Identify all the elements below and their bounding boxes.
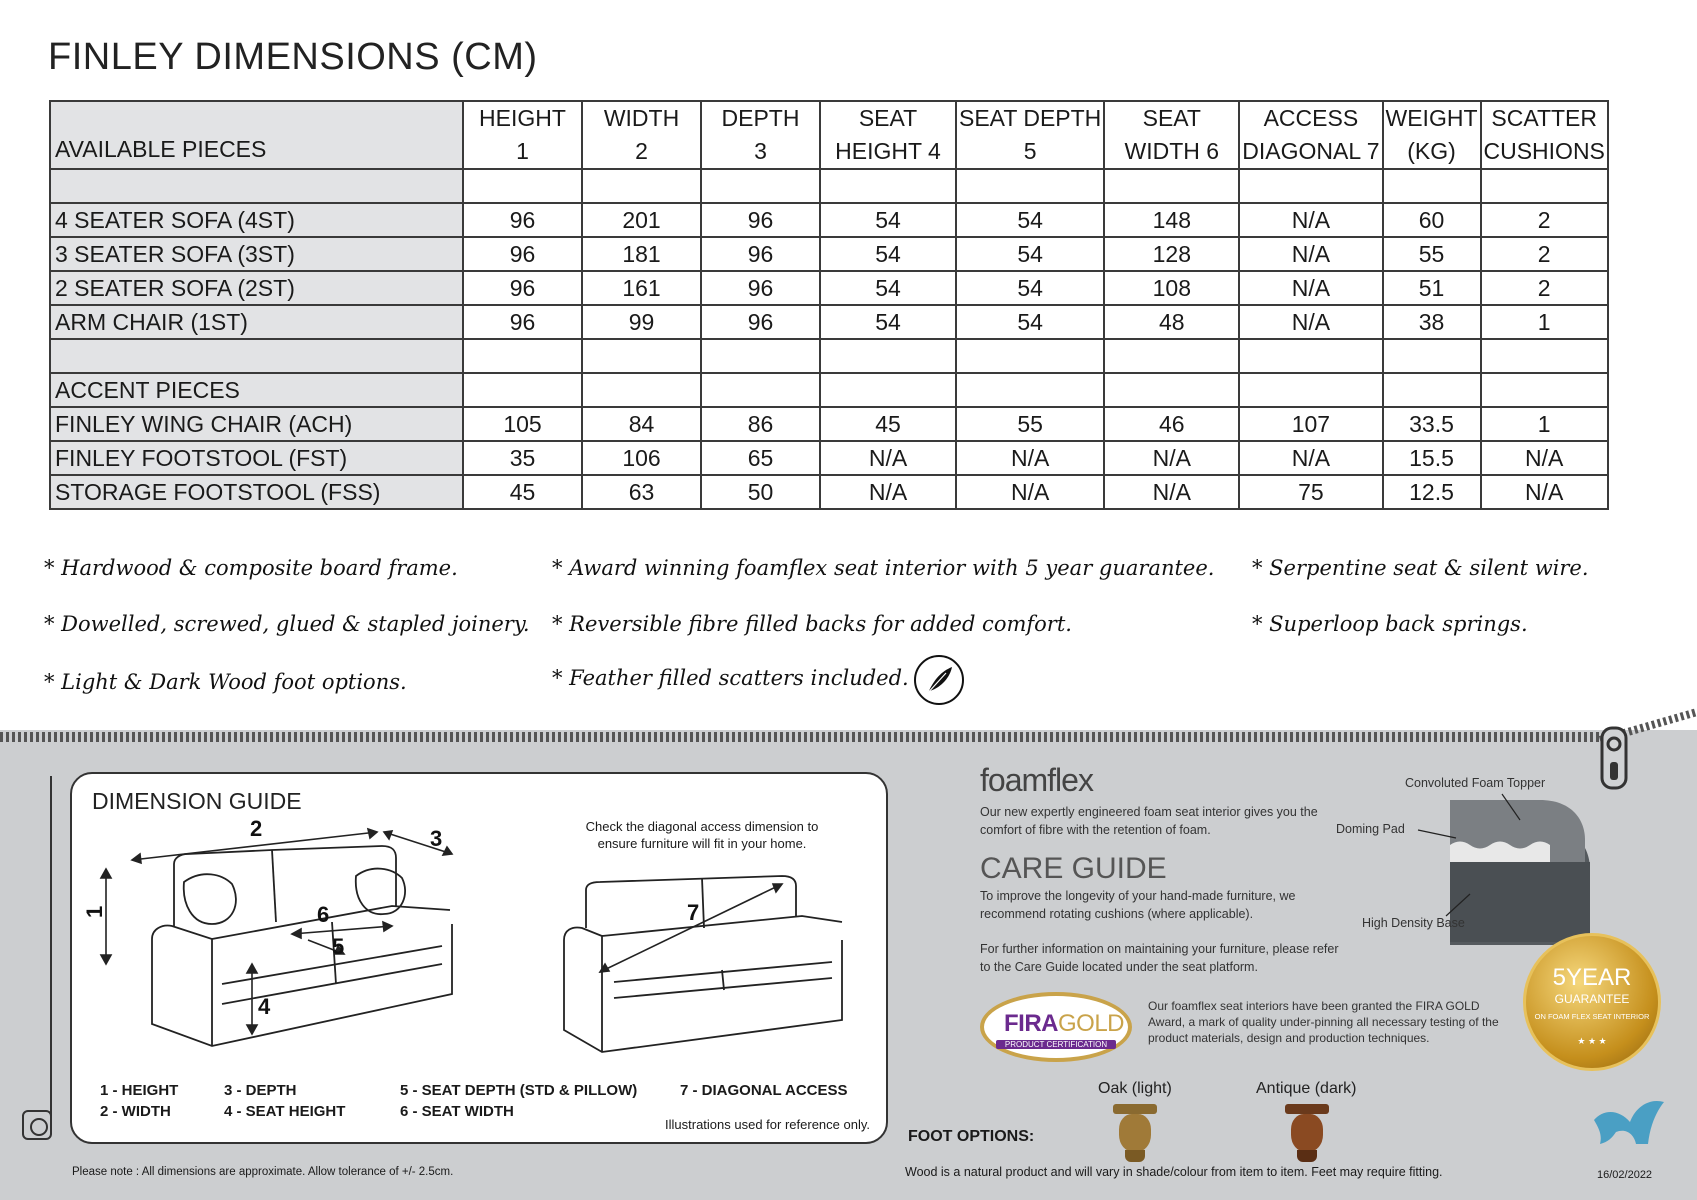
column-header-line1: WEIGHT (1385, 105, 1478, 131)
table-cell: N/A (820, 441, 956, 475)
table-cell: 96 (701, 203, 820, 237)
table-cell (1239, 339, 1382, 373)
note-feather-scatters: * Feather filled scatters included. (552, 666, 909, 690)
table-cell: 148 (1104, 203, 1239, 237)
table-row (50, 237, 1608, 271)
table-cell (1383, 373, 1481, 407)
foamflex-logo: foamflex (980, 762, 1093, 798)
table-cell (463, 373, 582, 407)
table-cell (582, 169, 701, 203)
guarantee-label: GUARANTEE (1554, 992, 1630, 1006)
row-label: 4 SEATER SOFA (4ST) (50, 203, 463, 237)
column-header-line1: WIDTH (603, 105, 680, 131)
table-cell: 54 (820, 237, 956, 271)
table-cell: 96 (701, 305, 820, 339)
column-header-line2: 5 (1023, 138, 1037, 164)
table-cell: 75 (1239, 475, 1382, 509)
table-cell: 1 (1481, 305, 1608, 339)
column-header-line1: DEPTH (721, 105, 800, 131)
page-title: FINLEY DIMENSIONS (CM) (48, 36, 538, 78)
foot-antique-label: Antique (dark) (1256, 1080, 1357, 1097)
table-cell: 54 (820, 305, 956, 339)
fira-logo-gold-text: GOLD (1058, 1010, 1125, 1037)
table-cell: 54 (820, 203, 956, 237)
sofa-dimension-illustration (82, 814, 532, 1054)
illustration-disclaimer: Illustrations used for reference only. (665, 1117, 870, 1132)
column-header-line1: SEAT (858, 105, 918, 131)
table-cell: 35 (463, 441, 582, 475)
table-cell: 201 (582, 203, 701, 237)
column-header (1481, 101, 1608, 169)
column-header-line2: CUSHIONS (1483, 138, 1605, 164)
table-cell: 1 (1481, 407, 1608, 441)
table-cell: 86 (701, 407, 820, 441)
row-label: 3 SEATER SOFA (3ST) (50, 237, 463, 271)
antique-foot-icon (1285, 1104, 1329, 1162)
table-cell: N/A (1481, 441, 1608, 475)
table-cell: 33.5 (1383, 407, 1481, 441)
table-cell: 105 (463, 407, 582, 441)
table-cell: 54 (820, 271, 956, 305)
note-joinery: * Dowelled, screwed, glued & stapled joinery. (44, 612, 530, 636)
table-cell (701, 169, 820, 203)
table-row (50, 203, 1608, 237)
table-cell: ACCENT PIECES (50, 373, 463, 407)
dim-label-3: 3 (430, 826, 443, 851)
label-doming-pad: Doming Pad (1336, 822, 1405, 836)
table-cell (1481, 169, 1608, 203)
legend-col-3 (400, 1080, 637, 1122)
column-header (701, 101, 820, 169)
column-header-line2: DIAGONAL 7 (1242, 138, 1380, 164)
column-header (582, 101, 701, 169)
table-cell: 84 (582, 407, 701, 441)
tape-measure-line (50, 776, 52, 1116)
table-cell: 2 (1481, 237, 1608, 271)
dimension-guide (70, 772, 888, 1144)
row-label: 2 SEATER SOFA (2ST) (50, 271, 463, 305)
table-cell (820, 339, 956, 373)
legend-diagonal: 7 - DIAGONAL ACCESS (680, 1082, 848, 1099)
note-foamflex: * Award winning foamflex seat interior with 5 year guarantee. (552, 556, 1215, 580)
table-cell (1481, 339, 1608, 373)
column-header-line2: 3 (754, 138, 767, 164)
dim-label-6: 6 (317, 902, 330, 927)
label-convoluted-foam: Convoluted Foam Topper (1405, 776, 1546, 790)
note-reversible-backs: * Reversible fibre filled backs for added comfort. (552, 612, 1072, 636)
table-cell: 96 (463, 305, 582, 339)
table-cell (1104, 339, 1239, 373)
table-cell: 50 (701, 475, 820, 509)
guarantee-subtext: ON FOAM FLEX SEAT INTERIOR (1534, 1012, 1650, 1021)
table-cell (820, 373, 956, 407)
zipper-decoration (0, 732, 1610, 742)
legend-seat-depth: 5 - SEAT DEPTH (STD & PILLOW) (400, 1082, 638, 1099)
table-cell: 181 (582, 237, 701, 271)
table-cell: 54 (956, 203, 1104, 237)
column-header-line2: (KG) (1407, 138, 1456, 164)
table-cell (956, 373, 1104, 407)
fira-gold-logo (980, 992, 1132, 1062)
diagonal-check-text: Check the diagonal access dimension to ensure furniture will fit in your home. (585, 819, 819, 851)
table-body (50, 169, 1608, 509)
table-cell (820, 169, 956, 203)
column-header (1383, 101, 1481, 169)
note-frame: * Hardwood & composite board frame. (44, 556, 458, 580)
column-header-line1: SEAT DEPTH (959, 105, 1102, 131)
table-cell: N/A (820, 475, 956, 509)
header-label: AVAILABLE PIECES (55, 136, 267, 162)
table-cell (701, 373, 820, 407)
five-year-guarantee-badge (1523, 933, 1661, 1071)
legend-width: 2 - WIDTH (100, 1103, 171, 1120)
table-cell: 51 (1383, 271, 1481, 305)
fira-logo-text: FIRA (1004, 1010, 1058, 1037)
table-cell: 161 (582, 271, 701, 305)
table-cell: 96 (463, 203, 582, 237)
legend-col-2 (224, 1080, 345, 1122)
table-cell (463, 339, 582, 373)
table-cell: N/A (1239, 305, 1382, 339)
table-cell: N/A (1239, 441, 1382, 475)
document-date: 16/02/2022 (1597, 1169, 1653, 1181)
table-cell: N/A (1104, 441, 1239, 475)
table-cell (463, 169, 582, 203)
note-foot-options: * Light & Dark Wood foot options. (44, 670, 407, 694)
dim-label-1: 1 (82, 905, 107, 918)
label-high-density-base: High Density Base (1362, 916, 1465, 930)
table-cell (50, 169, 463, 203)
table-row (50, 441, 1608, 475)
table-cell: 106 (582, 441, 701, 475)
column-header-line1: ACCESS (1263, 105, 1359, 131)
spacer-row (50, 169, 1608, 203)
oak-foot-icon (1113, 1104, 1157, 1162)
dim-label-5: 5 (332, 934, 345, 959)
table-row (50, 271, 1608, 305)
tolerance-note: Please note : All dimensions are approximate. Allow tolerance of +/- 2.5cm. (72, 1166, 454, 1178)
dim-label-7: 7 (687, 900, 700, 925)
table-cell: 48 (1104, 305, 1239, 339)
column-header-line2: WIDTH 6 (1124, 138, 1220, 164)
care-guide-rotating: To improve the longevity of your hand-made furniture, we recommend rotating cushions (where applicable). (980, 889, 1296, 921)
column-header (1104, 101, 1239, 169)
table-cell (1104, 373, 1239, 407)
note-superloop: * Superloop back springs. (1252, 612, 1528, 636)
legend-height: 1 - HEIGHT (100, 1082, 179, 1099)
guarantee-stars: ★ ★ ★ (1577, 1036, 1607, 1046)
table-cell: 45 (820, 407, 956, 441)
table-cell (1383, 339, 1481, 373)
table-cell (1239, 169, 1382, 203)
row-label: STORAGE FOOTSTOOL (FSS) (50, 475, 463, 509)
note-serpentine: * Serpentine seat & silent wire. (1252, 556, 1589, 580)
table-cell (701, 339, 820, 373)
feather-icon (914, 655, 964, 705)
table-cell: N/A (1239, 237, 1382, 271)
table-cell: 108 (1104, 271, 1239, 305)
spacer-row (50, 339, 1608, 373)
table-row (50, 305, 1608, 339)
table-cell: 96 (701, 271, 820, 305)
table-cell: 128 (1104, 237, 1239, 271)
column-header (956, 101, 1104, 169)
table-row (50, 407, 1608, 441)
fira-gold-description: Our foamflex seat interiors have been granted the FIRA GOLD Award, a mark of quality under-pinning all necessary testing of the product materials, design and production techniques. (1148, 999, 1499, 1045)
table-cell: 54 (956, 237, 1104, 271)
table-cell: N/A (956, 441, 1104, 475)
care-guide-further-info: For further information on maintaining your furniture, please refer to the Care Guide located under the seat platform. (980, 942, 1339, 974)
sofa-diagonal-illustration (552, 870, 872, 1070)
foot-options-heading: FOOT OPTIONS: (908, 1128, 1035, 1145)
header-available-pieces (50, 101, 463, 169)
table-cell: N/A (1239, 271, 1382, 305)
table-cell: 96 (701, 237, 820, 271)
dimensions-table (49, 100, 1609, 510)
table-cell: 63 (582, 475, 701, 509)
table-cell: 45 (463, 475, 582, 509)
table-cell (956, 339, 1104, 373)
table-cell: N/A (1481, 475, 1608, 509)
table-cell: 107 (1239, 407, 1382, 441)
table-cell: 55 (956, 407, 1104, 441)
table-cell: 54 (956, 271, 1104, 305)
table-cell: 60 (1383, 203, 1481, 237)
column-header-line1: HEIGHT (479, 105, 566, 131)
column-header (463, 101, 582, 169)
dim-label-2: 2 (250, 816, 263, 841)
table-cell: 46 (1104, 407, 1239, 441)
table-cell: 65 (701, 441, 820, 475)
table-cell (50, 339, 463, 373)
column-header-line2: 1 (516, 138, 529, 164)
row-label: ARM CHAIR (1ST) (50, 305, 463, 339)
table-cell (956, 169, 1104, 203)
column-header-line2: 2 (635, 138, 648, 164)
tape-measure-icon (22, 1110, 52, 1140)
legend-col-1 (100, 1080, 178, 1122)
column-header-line1: SEAT (1142, 105, 1201, 131)
legend-depth: 3 - DEPTH (224, 1082, 297, 1099)
table-cell: 96 (463, 237, 582, 271)
dimension-guide-title: DIMENSION GUIDE (92, 788, 302, 814)
table-cell: N/A (1239, 203, 1382, 237)
dim-label-4: 4 (258, 994, 271, 1019)
row-label: FINLEY WING CHAIR (ACH) (50, 407, 463, 441)
foot-oak-label: Oak (light) (1098, 1080, 1172, 1097)
accent-heading-row (50, 373, 1608, 407)
row-label: FINLEY FOOTSTOOL (FST) (50, 441, 463, 475)
column-header-line2: HEIGHT 4 (835, 138, 941, 164)
column-header-line1: SCATTER (1491, 105, 1598, 131)
table-row (50, 475, 1608, 509)
table-cell (1239, 373, 1382, 407)
zipper-pull-icon (1600, 700, 1697, 790)
table-cell: 99 (582, 305, 701, 339)
table-cell: 15.5 (1383, 441, 1481, 475)
guarantee-years: 5YEAR (1552, 964, 1632, 991)
table-cell (1481, 373, 1608, 407)
table-cell: 2 (1481, 271, 1608, 305)
diagram-leader-lines (1410, 790, 1530, 920)
fira-logo-cert: PRODUCT CERTIFICATION (996, 1040, 1116, 1049)
table-cell: 12.5 (1383, 475, 1481, 509)
table-cell: 54 (956, 305, 1104, 339)
table-cell: 2 (1481, 203, 1608, 237)
foamflex-description: Our new expertly engineered foam seat interior gives you the comfort of fibre with the retention of foam. (980, 805, 1318, 837)
table-cell: 55 (1383, 237, 1481, 271)
legend-seat-height: 4 - SEAT HEIGHT (224, 1103, 346, 1120)
column-header (820, 101, 956, 169)
table-cell (582, 373, 701, 407)
table-cell (1383, 169, 1481, 203)
table-header (50, 101, 1608, 169)
table-cell (1104, 169, 1239, 203)
table-cell (582, 339, 701, 373)
table-cell: 96 (463, 271, 582, 305)
brand-logo-icon (1590, 1090, 1668, 1148)
table-cell: N/A (1104, 475, 1239, 509)
wood-note: Wood is a natural product and will vary in shade/colour from item to item. Feet may require fitting. (905, 1165, 1443, 1179)
legend-col-4 (680, 1080, 848, 1101)
care-guide-title: CARE GUIDE (980, 852, 1167, 885)
legend-seat-width: 6 - SEAT WIDTH (400, 1103, 514, 1120)
table-cell: N/A (956, 475, 1104, 509)
column-header (1239, 101, 1382, 169)
table-cell: 38 (1383, 305, 1481, 339)
